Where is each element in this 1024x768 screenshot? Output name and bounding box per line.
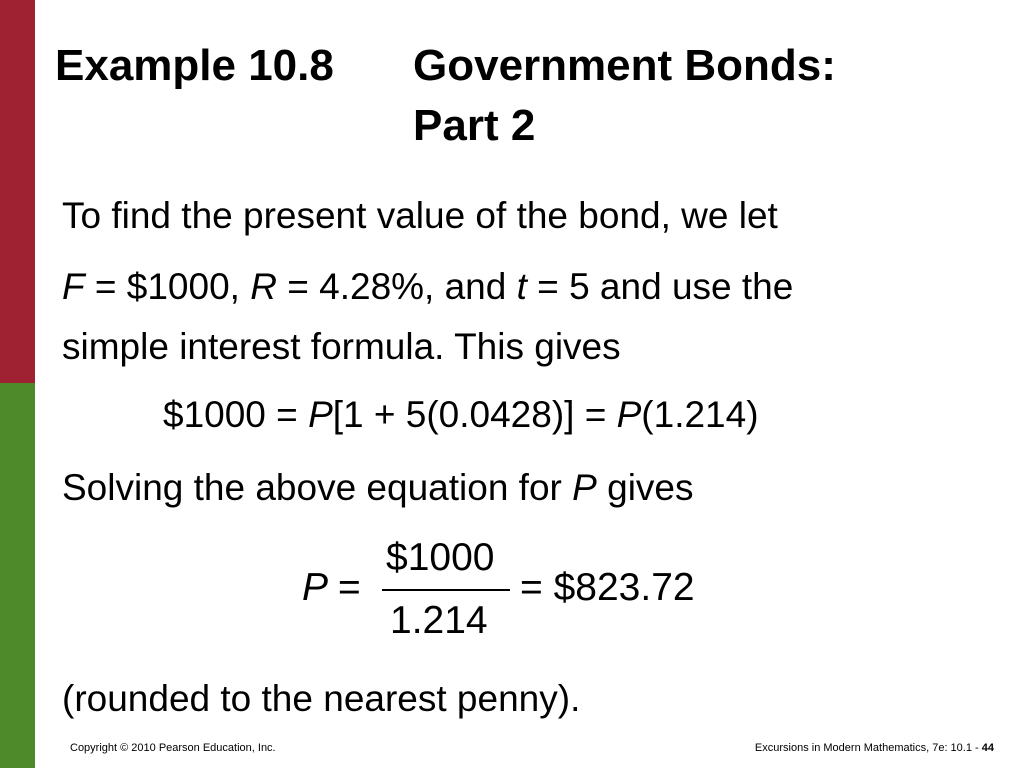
body-line-4 xyxy=(62,466,694,510)
text-segment: = 5 and use the xyxy=(526,266,794,307)
var-p: P xyxy=(616,394,642,435)
text-segment: = $1000, xyxy=(84,266,251,307)
fraction-numerator: $1000 xyxy=(386,536,495,579)
side-bar-green xyxy=(0,383,35,768)
body-line-1: To find the present value of the bond, we let xyxy=(62,195,778,236)
var-t: t xyxy=(516,266,527,307)
body-line-3: simple interest formula. This gives xyxy=(62,326,621,367)
text-segment: gives xyxy=(596,467,694,508)
footer-book-reference xyxy=(755,741,994,755)
text-segment: Solving the above equation for xyxy=(62,467,573,508)
var-p: P xyxy=(308,394,333,435)
side-bar-red xyxy=(0,0,35,383)
footer-book-title: Excursions in Modern Mathematics, 7e: 10.1 - xyxy=(754,742,982,754)
body-line-2 xyxy=(62,265,793,309)
equation-1 xyxy=(163,393,759,437)
var-p: P xyxy=(572,467,597,508)
text-segment: = 4.28%, and xyxy=(276,266,517,307)
title-topic-line1: Government Bonds: xyxy=(413,41,836,90)
footer-copyright: Copyright © 2010 Pearson Education, Inc. xyxy=(70,742,276,754)
eq-segment: (1.214) xyxy=(641,394,759,435)
title-topic-line2: Part 2 xyxy=(413,101,536,150)
fraction-lhs: P = xyxy=(302,566,361,609)
body-line-5: (rounded to the nearest penny). xyxy=(62,678,581,719)
var-r: R xyxy=(250,266,277,307)
title-example: Example 10.8 xyxy=(55,41,334,90)
fraction-rhs: = $823.72 xyxy=(520,566,695,609)
fraction-bar xyxy=(382,589,510,591)
footer-page-number: 44 xyxy=(981,742,994,754)
var-f: F xyxy=(62,266,85,307)
fraction-denominator: 1.214 xyxy=(390,599,488,642)
eq-segment: $1000 = xyxy=(163,394,309,435)
eq-segment: [1 + 5(0.0428)] = xyxy=(332,394,617,435)
